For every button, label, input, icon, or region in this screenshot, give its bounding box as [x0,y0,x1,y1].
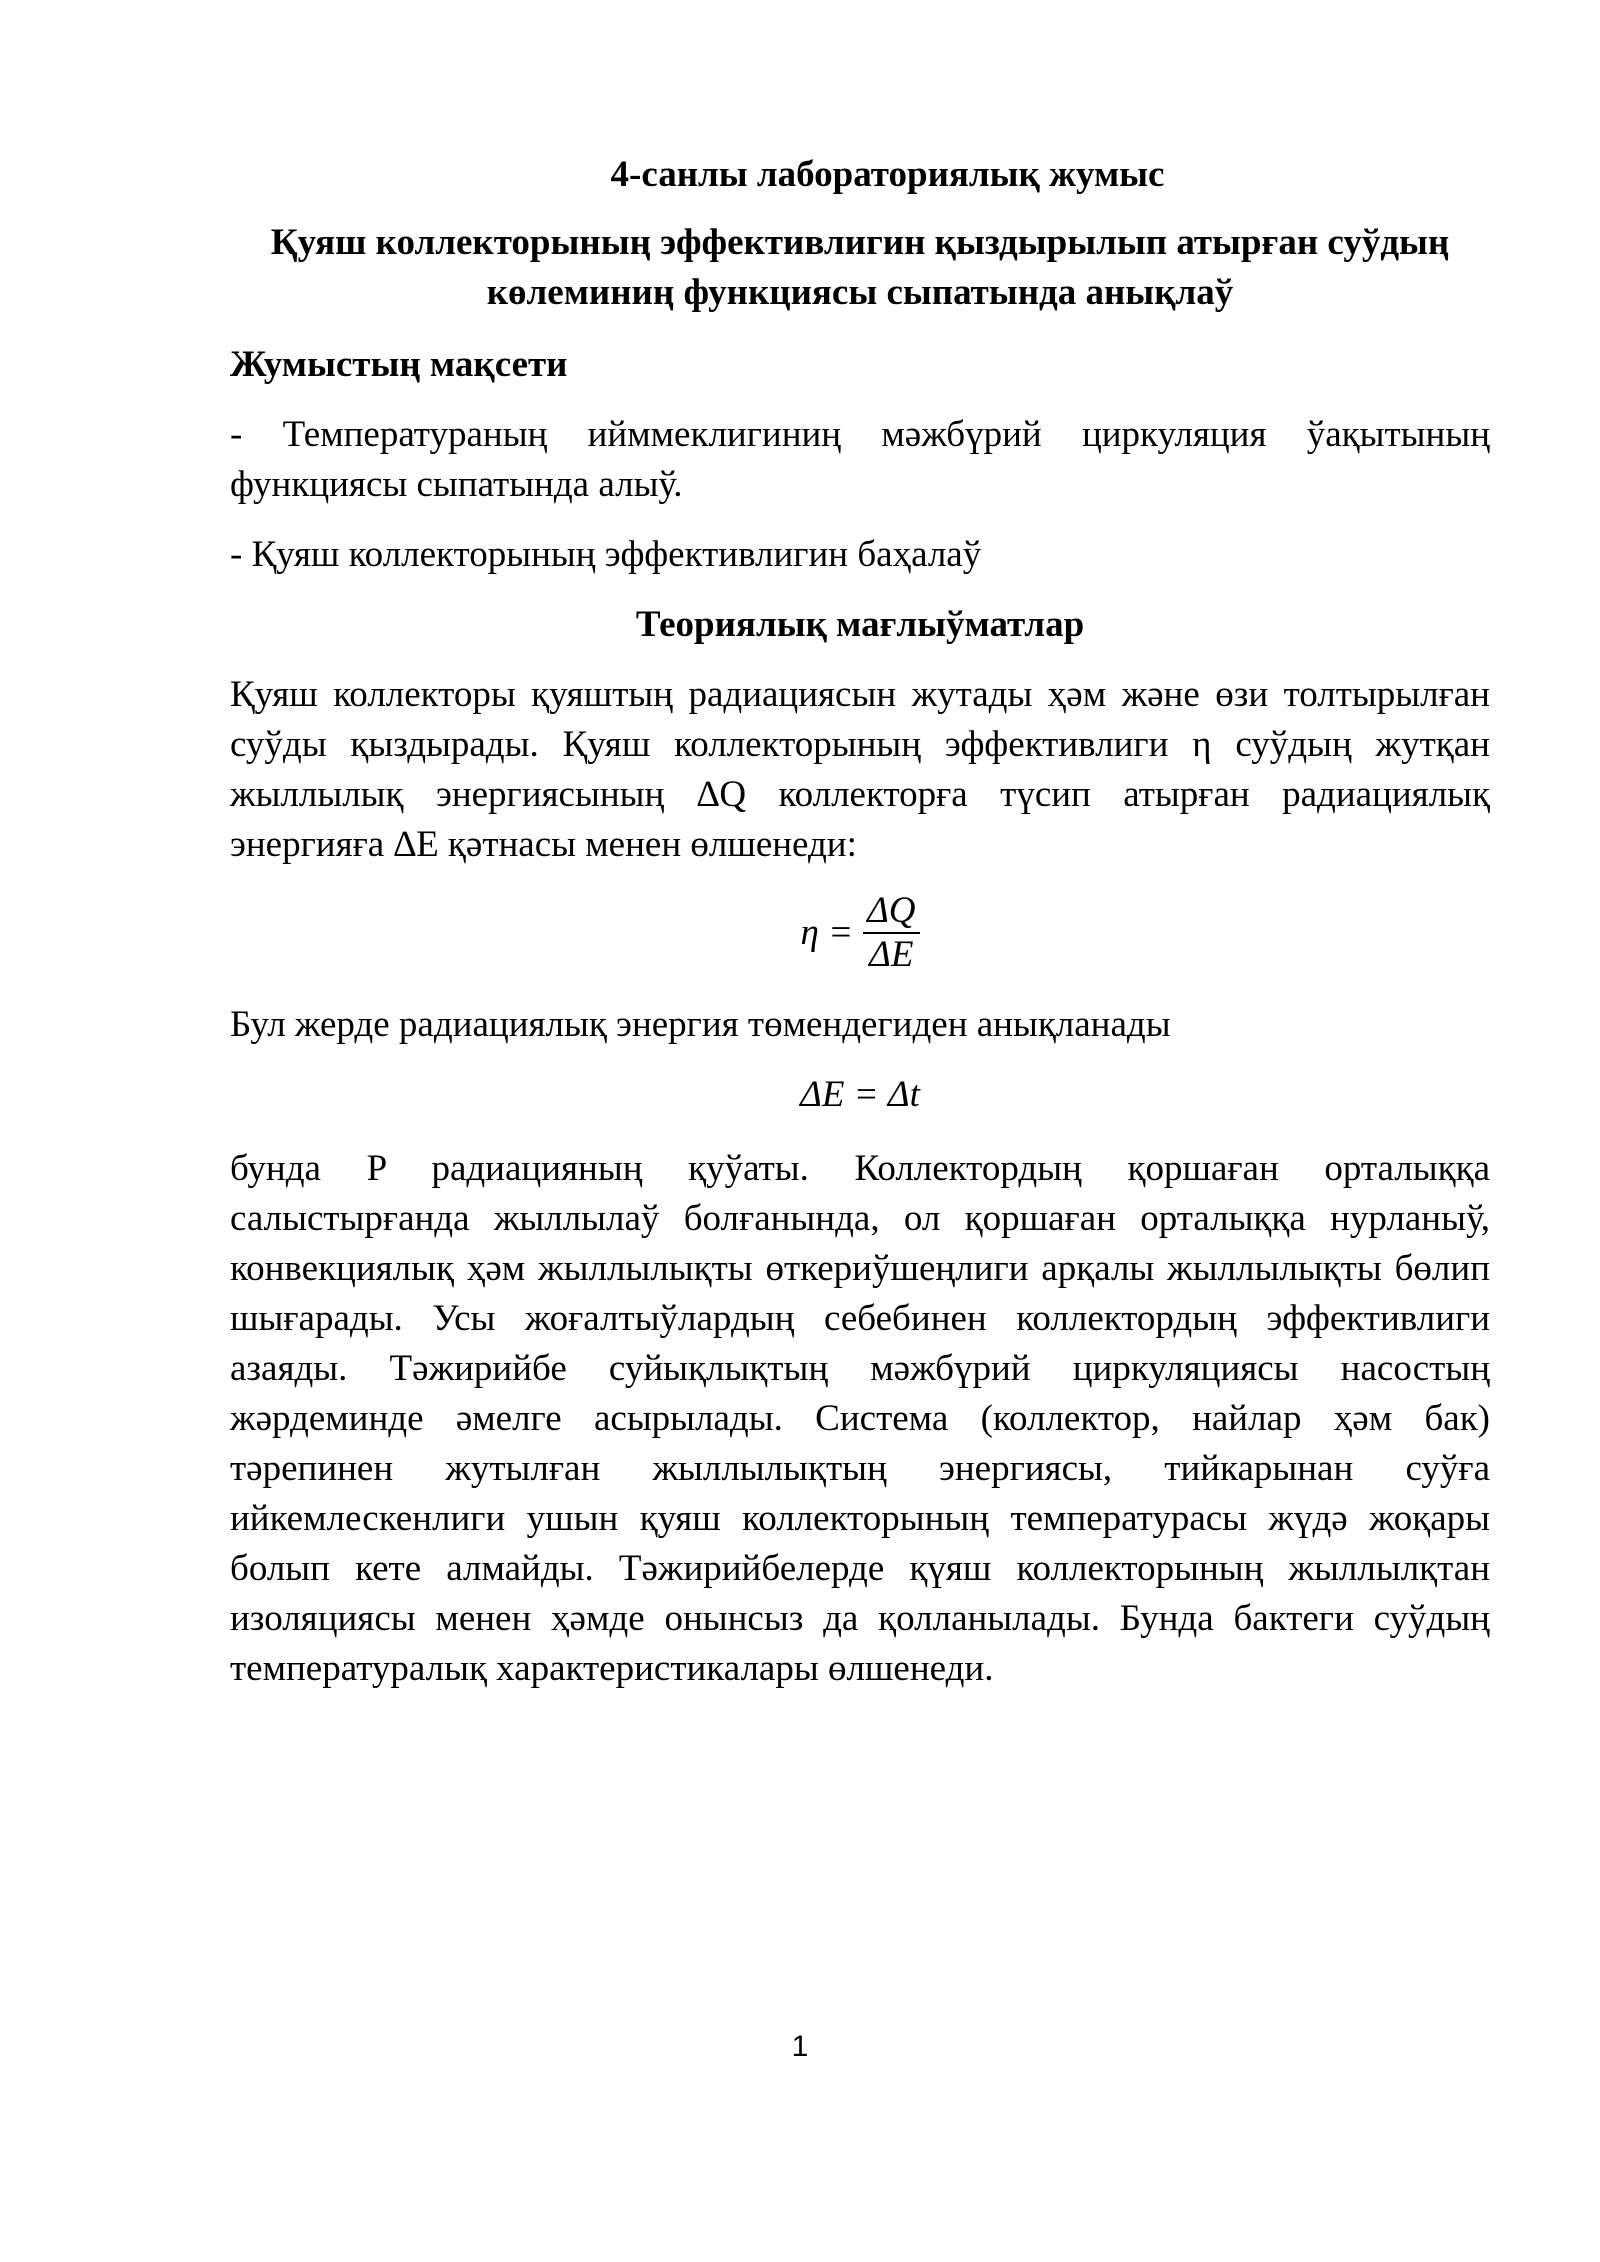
lab-number-heading: 4-санлы лабораториялық жумыс [610,154,1165,195]
goal-item-2: - Қуяш коллекторының эффективлигин баҳалаў [230,534,982,575]
theory-paragraph-3: бунда P радиацияның қуўаты. Коллектордың қоршаған орталыққа салыстырғанда жыллылаў болғанында, ол қоршаған орталыққа нурланыў, конвекциялық ҳәм жыллылықты өткериўшеңлиги арқалы жыллылықты бөлип шығарады. Усы жоғалтыўлардың себебинен коллектордың эффективлиги азаяды. Тәжирийбе суйықлықтың мәжбүрий циркуляциясы насостың жәрдеминде әмелге асырылады. Система (коллектор, найлар ҳәм бак) тәрепинен жутылған жыллылықтың энергиясы, тийкарынан суўға ийкемлескенлиги ушын қуяш коллекторының температурасы жүдә жоқары болып кете алмайды. Тәжирийбелерде қүяш коллекторының жыллылқтан изоляциясы менен ҳәмде онынсыз да қолланылады. Бунда бактеги суўдың температуралық характеристикалары өлшенеди. [230,1148,1490,1689]
theory-paragraph-1: Қуяш коллекторы қуяштың радиациясын жутады ҳәм және өзи толтырылған суўды қыздырады. Қуяш коллекторының эффективлиги η суўдың жутқан жыллылық энергиясының ∆Q коллекторға түсип атырған радиациялық энергияға ∆E қәтнасы менен өлшенеди: [230,674,1490,865]
page-content [230,150,1490,1714]
theory-heading: Теориялық мағлыўматлар [635,604,1085,645]
document-title: Қуяш коллекторының эффективлигин қыздырылып атырған суўдың көлеминиң функциясы сыпатында анықлаў [270,222,1450,313]
theory-paragraph-2: Бул жерде радиациялық энергия төмендегиден анықланады [230,1004,1171,1045]
efficiency-formula [230,890,1490,976]
formula-fraction [863,890,919,976]
page-number: 1 [791,2030,809,2063]
goal-heading: Жумыстың мақсети [230,344,568,385]
formula-numerator: ΔQ [863,890,919,934]
energy-formula: ΔE = Δt [800,1074,920,1115]
formula-lhs: η = [800,912,854,953]
goal-item-1: - Температураның ийммеклигиниң мәжбүрий циркуляция ўақытының функциясы сыпатында алыў. [230,414,1490,505]
formula-denominator: ΔE [869,934,914,975]
